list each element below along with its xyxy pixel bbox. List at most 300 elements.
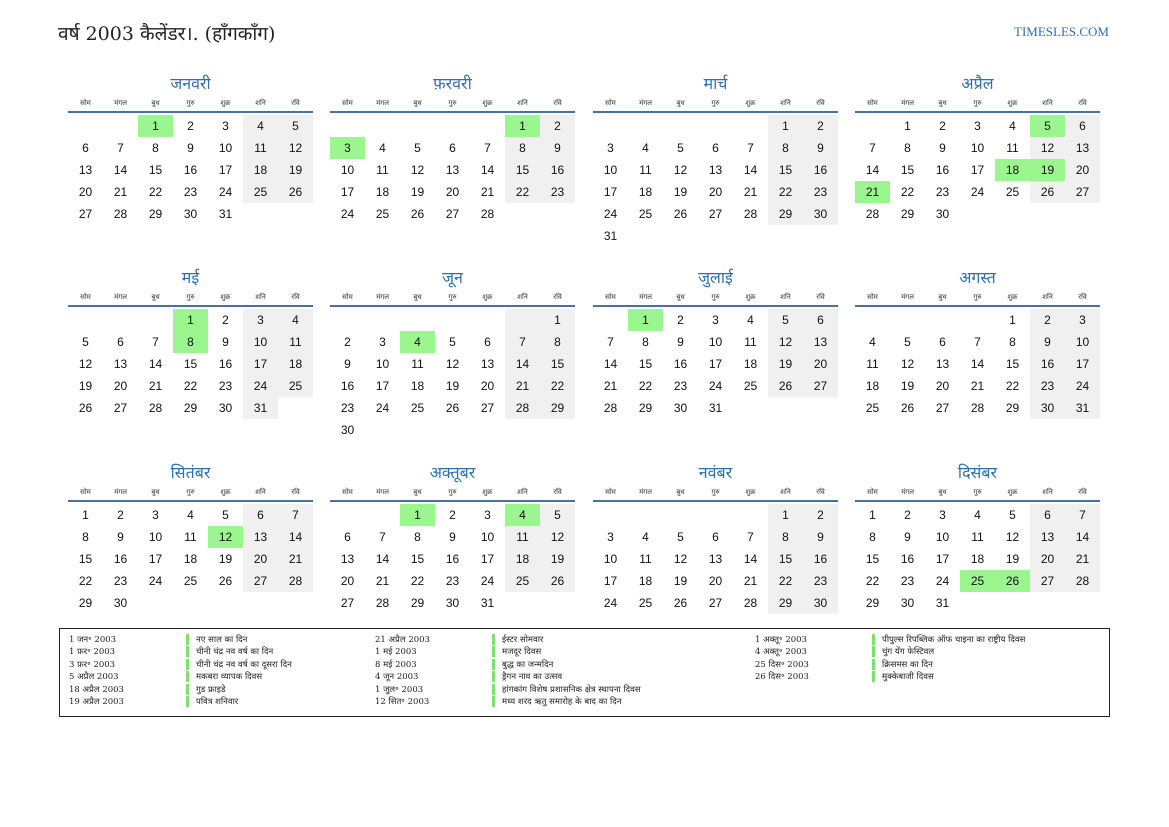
day-cell[interactable]: 27 (935, 401, 950, 415)
day-cell[interactable]: 26 (900, 401, 915, 415)
day-cell[interactable]: 3 (607, 141, 614, 155)
day-cell[interactable]: 18 (638, 185, 653, 199)
day-cell[interactable]: 29 (900, 207, 915, 221)
day-cell[interactable]: 28 (505, 397, 540, 419)
day-cell-holiday[interactable]: 4 (400, 331, 435, 353)
day-cell[interactable]: 15 (768, 548, 803, 570)
day-cell[interactable]: 24 (243, 375, 278, 397)
day-cell[interactable]: 28 (148, 401, 163, 415)
day-cell[interactable]: 10 (243, 331, 278, 353)
day-cell[interactable]: 4 (379, 141, 386, 155)
day-cell[interactable]: 21 (743, 185, 758, 199)
day-cell[interactable]: 11 (744, 335, 757, 349)
day-cell[interactable]: 26 (1030, 181, 1065, 203)
day-cell[interactable]: 7 (278, 504, 313, 526)
day-cell[interactable]: 27 (445, 207, 460, 221)
day-cell[interactable]: 28 (278, 570, 313, 592)
day-cell[interactable]: 24 (218, 185, 233, 199)
day-cell[interactable]: 24 (935, 574, 950, 588)
day-cell[interactable]: 7 (607, 335, 614, 349)
day-cell[interactable]: 4 (747, 313, 754, 327)
day-cell[interactable]: 30 (900, 596, 915, 610)
day-cell[interactable]: 12 (673, 552, 688, 566)
day-cell[interactable]: 21 (743, 574, 758, 588)
day-cell[interactable]: 9 (222, 335, 229, 349)
day-cell[interactable]: 7 (747, 141, 754, 155)
day-cell[interactable]: 14 (603, 357, 618, 371)
day-cell[interactable]: 15 (768, 159, 803, 181)
day-cell[interactable]: 8 (82, 530, 89, 544)
day-cell[interactable]: 14 (480, 163, 495, 177)
day-cell[interactable]: 22 (865, 574, 880, 588)
day-cell[interactable]: 11 (376, 163, 389, 177)
day-cell[interactable]: 13 (708, 552, 723, 566)
day-cell[interactable]: 27 (803, 375, 838, 397)
day-cell[interactable]: 23 (183, 185, 198, 199)
day-cell[interactable]: 31 (480, 596, 495, 610)
day-cell[interactable]: 19 (278, 159, 313, 181)
day-cell[interactable]: 24 (970, 185, 985, 199)
day-cell[interactable]: 27 (340, 596, 355, 610)
day-cell[interactable]: 7 (484, 141, 491, 155)
day-cell[interactable]: 9 (449, 530, 456, 544)
day-cell[interactable]: 20 (708, 185, 723, 199)
day-cell[interactable]: 8 (904, 141, 911, 155)
day-cell[interactable]: 30 (935, 207, 950, 221)
day-cell[interactable]: 5 (414, 141, 421, 155)
day-cell[interactable]: 20 (78, 185, 93, 199)
day-cell[interactable]: 18 (970, 552, 985, 566)
day-cell[interactable]: 20 (445, 185, 460, 199)
day-cell[interactable]: 14 (970, 357, 985, 371)
day-cell[interactable]: 8 (869, 530, 876, 544)
day-cell[interactable]: 24 (603, 596, 618, 610)
day-cell[interactable]: 23 (218, 379, 233, 393)
day-cell[interactable]: 21 (1065, 548, 1100, 570)
day-cell[interactable]: 1 (904, 119, 911, 133)
day-cell[interactable]: 23 (540, 181, 575, 203)
day-cell[interactable]: 16 (935, 163, 950, 177)
day-cell[interactable]: 11 (243, 137, 278, 159)
day-cell[interactable]: 25 (865, 401, 880, 415)
day-cell[interactable]: 2 (803, 115, 838, 137)
day-cell[interactable]: 8 (540, 331, 575, 353)
day-cell[interactable]: 18 (410, 379, 425, 393)
day-cell[interactable]: 13 (78, 163, 93, 177)
day-cell[interactable]: 8 (768, 526, 803, 548)
day-cell-holiday[interactable]: 12 (208, 526, 243, 548)
day-cell[interactable]: 2 (904, 508, 911, 522)
day-cell[interactable]: 18 (865, 379, 880, 393)
day-cell[interactable]: 10 (708, 335, 723, 349)
day-cell[interactable]: 6 (712, 141, 719, 155)
day-cell[interactable]: 30 (673, 401, 688, 415)
day-cell[interactable]: 11 (866, 357, 879, 371)
day-cell[interactable]: 2 (803, 504, 838, 526)
day-cell[interactable]: 9 (344, 357, 351, 371)
day-cell[interactable]: 11 (505, 526, 540, 548)
day-cell-holiday[interactable]: 18 (995, 159, 1030, 181)
day-cell[interactable]: 17 (970, 163, 985, 177)
day-cell[interactable]: 18 (183, 552, 198, 566)
day-cell[interactable]: 8 (505, 137, 540, 159)
day-cell[interactable]: 17 (340, 185, 355, 199)
day-cell[interactable]: 22 (768, 181, 803, 203)
day-cell[interactable]: 24 (148, 574, 163, 588)
day-cell[interactable]: 12 (278, 137, 313, 159)
day-cell[interactable]: 3 (243, 309, 278, 331)
day-cell[interactable]: 31 (1065, 397, 1100, 419)
day-cell[interactable]: 15 (148, 163, 163, 177)
day-cell[interactable]: 20 (1030, 548, 1065, 570)
day-cell[interactable]: 14 (743, 163, 758, 177)
day-cell[interactable]: 8 (1009, 335, 1016, 349)
day-cell[interactable]: 1 (1009, 313, 1016, 327)
day-cell[interactable]: 22 (768, 570, 803, 592)
day-cell[interactable]: 6 (117, 335, 124, 349)
day-cell[interactable]: 8 (414, 530, 421, 544)
day-cell[interactable]: 17 (1065, 353, 1100, 375)
day-cell[interactable]: 20 (1065, 159, 1100, 181)
day-cell[interactable]: 13 (445, 163, 460, 177)
day-cell-holiday[interactable]: 19 (1030, 159, 1065, 181)
day-cell[interactable]: 13 (1065, 137, 1100, 159)
day-cell[interactable]: 10 (375, 357, 390, 371)
day-cell-holiday[interactable]: 25 (960, 570, 995, 592)
day-cell[interactable]: 23 (113, 574, 128, 588)
day-cell[interactable]: 18 (505, 548, 540, 570)
day-cell[interactable]: 3 (607, 530, 614, 544)
day-cell-holiday[interactable]: 1 (628, 309, 663, 331)
day-cell[interactable]: 29 (768, 203, 803, 225)
day-cell[interactable]: 8 (768, 137, 803, 159)
day-cell-holiday[interactable]: 4 (505, 504, 540, 526)
day-cell[interactable]: 20 (935, 379, 950, 393)
day-cell[interactable]: 28 (375, 596, 390, 610)
day-cell[interactable]: 18 (243, 159, 278, 181)
day-cell[interactable]: 2 (1030, 309, 1065, 331)
day-cell[interactable]: 15 (638, 357, 653, 371)
day-cell[interactable]: 2 (677, 313, 684, 327)
day-cell[interactable]: 29 (540, 397, 575, 419)
day-cell[interactable]: 31 (603, 229, 618, 243)
day-cell[interactable]: 5 (222, 508, 229, 522)
day-cell[interactable]: 12 (1030, 137, 1065, 159)
day-cell[interactable]: 30 (445, 596, 460, 610)
day-cell[interactable]: 5 (677, 141, 684, 155)
day-cell[interactable]: 24 (340, 207, 355, 221)
day-cell[interactable]: 3 (379, 335, 386, 349)
day-cell[interactable]: 22 (900, 185, 915, 199)
day-cell[interactable]: 4 (642, 530, 649, 544)
day-cell[interactable]: 13 (935, 357, 950, 371)
day-cell[interactable]: 23 (445, 574, 460, 588)
day-cell[interactable]: 11 (278, 331, 313, 353)
day-cell[interactable]: 12 (673, 163, 688, 177)
day-cell[interactable]: 21 (480, 185, 495, 199)
day-cell[interactable]: 17 (480, 552, 495, 566)
day-cell[interactable]: 8 (152, 141, 159, 155)
day-cell[interactable]: 28 (603, 401, 618, 415)
day-cell[interactable]: 19 (673, 574, 688, 588)
day-cell[interactable]: 2 (939, 119, 946, 133)
day-cell[interactable]: 3 (222, 119, 229, 133)
day-cell[interactable]: 21 (505, 375, 540, 397)
day-cell-holiday[interactable]: 5 (1030, 115, 1065, 137)
day-cell[interactable]: 28 (865, 207, 880, 221)
day-cell[interactable]: 27 (243, 570, 278, 592)
day-cell[interactable]: 23 (803, 570, 838, 592)
day-cell[interactable]: 29 (638, 401, 653, 415)
day-cell[interactable]: 17 (603, 574, 618, 588)
day-cell[interactable]: 27 (708, 207, 723, 221)
day-cell[interactable]: 26 (445, 401, 460, 415)
day-cell[interactable]: 16 (673, 357, 688, 371)
day-cell[interactable]: 12 (900, 357, 915, 371)
day-cell[interactable]: 7 (505, 331, 540, 353)
day-cell[interactable]: 12 (410, 163, 425, 177)
day-cell[interactable]: 16 (900, 552, 915, 566)
day-cell[interactable]: 5 (278, 115, 313, 137)
day-cell[interactable]: 19 (768, 353, 803, 375)
day-cell[interactable]: 19 (410, 185, 425, 199)
day-cell[interactable]: 29 (865, 596, 880, 610)
day-cell[interactable]: 9 (803, 526, 838, 548)
day-cell[interactable]: 17 (218, 163, 233, 177)
day-cell[interactable]: 30 (113, 596, 128, 610)
day-cell[interactable]: 5 (768, 309, 803, 331)
day-cell[interactable]: 13 (1030, 526, 1065, 548)
day-cell[interactable]: 15 (865, 552, 880, 566)
day-cell[interactable]: 12 (78, 357, 93, 371)
day-cell[interactable]: 16 (218, 357, 233, 371)
day-cell[interactable]: 6 (1065, 115, 1100, 137)
day-cell[interactable]: 3 (484, 508, 491, 522)
day-cell[interactable]: 4 (1009, 119, 1016, 133)
day-cell[interactable]: 2 (222, 313, 229, 327)
day-cell[interactable]: 4 (278, 309, 313, 331)
day-cell[interactable]: 28 (1065, 570, 1100, 592)
day-cell[interactable]: 17 (375, 379, 390, 393)
day-cell[interactable]: 5 (677, 530, 684, 544)
day-cell[interactable]: 11 (971, 530, 984, 544)
day-cell[interactable]: 30 (1030, 397, 1065, 419)
day-cell[interactable]: 17 (708, 357, 723, 371)
day-cell[interactable]: 31 (708, 401, 723, 415)
day-cell[interactable]: 5 (540, 504, 575, 526)
day-cell[interactable]: 25 (1005, 185, 1020, 199)
day-cell[interactable]: 29 (78, 596, 93, 610)
day-cell[interactable]: 11 (1006, 141, 1019, 155)
day-cell[interactable]: 14 (148, 357, 163, 371)
day-cell[interactable]: 9 (540, 137, 575, 159)
day-cell[interactable]: 6 (449, 141, 456, 155)
day-cell[interactable]: 20 (340, 574, 355, 588)
day-cell[interactable]: 1 (540, 309, 575, 331)
day-cell[interactable]: 7 (379, 530, 386, 544)
day-cell[interactable]: 4 (974, 508, 981, 522)
day-cell[interactable]: 20 (113, 379, 128, 393)
day-cell[interactable]: 26 (673, 207, 688, 221)
day-cell[interactable]: 2 (187, 119, 194, 133)
day-cell[interactable]: 6 (1030, 504, 1065, 526)
day-cell[interactable]: 12 (1005, 530, 1020, 544)
day-cell-holiday[interactable]: 8 (173, 331, 208, 353)
day-cell[interactable]: 21 (278, 548, 313, 570)
day-cell[interactable]: 12 (445, 357, 460, 371)
day-cell[interactable]: 8 (642, 335, 649, 349)
day-cell[interactable]: 26 (540, 570, 575, 592)
day-cell[interactable]: 25 (375, 207, 390, 221)
day-cell[interactable]: 16 (340, 379, 355, 393)
day-cell[interactable]: 14 (1065, 526, 1100, 548)
day-cell[interactable]: 7 (747, 530, 754, 544)
day-cell[interactable]: 4 (642, 141, 649, 155)
day-cell[interactable]: 22 (183, 379, 198, 393)
day-cell[interactable]: 27 (708, 596, 723, 610)
day-cell[interactable]: 20 (480, 379, 495, 393)
day-cell[interactable]: 3 (939, 508, 946, 522)
day-cell[interactable]: 21 (603, 379, 618, 393)
day-cell-holiday[interactable]: 1 (400, 504, 435, 526)
day-cell[interactable]: 17 (148, 552, 163, 566)
day-cell[interactable]: 23 (1030, 375, 1065, 397)
day-cell[interactable]: 27 (78, 207, 93, 221)
day-cell[interactable]: 4 (869, 335, 876, 349)
day-cell[interactable]: 5 (1009, 508, 1016, 522)
day-cell[interactable]: 9 (904, 530, 911, 544)
day-cell[interactable]: 11 (184, 530, 197, 544)
day-cell[interactable]: 27 (480, 401, 495, 415)
day-cell[interactable]: 10 (603, 163, 618, 177)
day-cell[interactable]: 14 (278, 526, 313, 548)
day-cell[interactable]: 13 (113, 357, 128, 371)
day-cell[interactable]: 15 (1005, 357, 1020, 371)
day-cell[interactable]: 28 (480, 207, 495, 221)
day-cell[interactable]: 15 (540, 353, 575, 375)
day-cell[interactable]: 18 (743, 357, 758, 371)
day-cell[interactable]: 15 (183, 357, 198, 371)
day-cell[interactable]: 22 (505, 181, 540, 203)
day-cell[interactable]: 16 (540, 159, 575, 181)
day-cell-holiday[interactable]: 1 (173, 309, 208, 331)
day-cell[interactable]: 7 (117, 141, 124, 155)
day-cell[interactable]: 28 (743, 596, 758, 610)
day-cell[interactable]: 13 (708, 163, 723, 177)
day-cell[interactable]: 10 (935, 530, 950, 544)
day-cell[interactable]: 18 (638, 574, 653, 588)
day-cell[interactable]: 29 (1005, 401, 1020, 415)
day-cell[interactable]: 15 (900, 163, 915, 177)
day-cell[interactable]: 28 (113, 207, 128, 221)
day-cell[interactable]: 20 (243, 548, 278, 570)
day-cell[interactable]: 10 (218, 141, 233, 155)
day-cell[interactable]: 20 (708, 574, 723, 588)
day-cell[interactable]: 12 (768, 331, 803, 353)
day-cell[interactable]: 3 (1065, 309, 1100, 331)
day-cell[interactable]: 19 (540, 548, 575, 570)
day-cell[interactable]: 3 (152, 508, 159, 522)
day-cell[interactable]: 2 (344, 335, 351, 349)
day-cell[interactable]: 2 (449, 508, 456, 522)
day-cell[interactable]: 7 (1065, 504, 1100, 526)
day-cell[interactable]: 26 (278, 181, 313, 203)
day-cell[interactable]: 16 (803, 548, 838, 570)
day-cell[interactable]: 29 (148, 207, 163, 221)
day-cell[interactable]: 11 (639, 163, 652, 177)
day-cell[interactable]: 14 (743, 552, 758, 566)
day-cell[interactable]: 19 (218, 552, 233, 566)
day-cell[interactable]: 30 (218, 401, 233, 415)
day-cell[interactable]: 21 (113, 185, 128, 199)
day-cell[interactable]: 24 (480, 574, 495, 588)
day-cell[interactable]: 2 (540, 115, 575, 137)
day-cell-holiday[interactable]: 21 (855, 181, 890, 203)
day-cell[interactable]: 14 (113, 163, 128, 177)
day-cell[interactable]: 3 (974, 119, 981, 133)
day-cell[interactable]: 9 (677, 335, 684, 349)
day-cell[interactable]: 17 (935, 552, 950, 566)
day-cell[interactable]: 15 (505, 159, 540, 181)
day-cell-holiday[interactable]: 1 (505, 115, 540, 137)
day-cell[interactable]: 23 (803, 181, 838, 203)
day-cell[interactable]: 5 (82, 335, 89, 349)
day-cell[interactable]: 31 (218, 207, 233, 221)
day-cell[interactable]: 6 (803, 309, 838, 331)
day-cell[interactable]: 27 (1065, 181, 1100, 203)
day-cell[interactable]: 10 (603, 552, 618, 566)
day-cell[interactable]: 18 (375, 185, 390, 199)
day-cell[interactable]: 25 (743, 379, 758, 393)
day-cell[interactable]: 22 (540, 375, 575, 397)
day-cell[interactable]: 11 (639, 552, 652, 566)
day-cell[interactable]: 21 (375, 574, 390, 588)
day-cell-holiday[interactable]: 26 (995, 570, 1030, 592)
day-cell[interactable]: 16 (803, 159, 838, 181)
day-cell[interactable]: 13 (480, 357, 495, 371)
day-cell[interactable]: 9 (1030, 331, 1065, 353)
day-cell[interactable]: 2 (117, 508, 124, 522)
day-cell[interactable]: 25 (243, 181, 278, 203)
day-cell[interactable]: 7 (152, 335, 159, 349)
day-cell[interactable]: 6 (344, 530, 351, 544)
day-cell[interactable]: 9 (117, 530, 124, 544)
day-cell[interactable]: 13 (340, 552, 355, 566)
day-cell[interactable]: 10 (970, 141, 985, 155)
day-cell[interactable]: 25 (183, 574, 198, 588)
day-cell[interactable]: 23 (900, 574, 915, 588)
day-cell[interactable]: 1 (82, 508, 89, 522)
day-cell[interactable]: 19 (673, 185, 688, 199)
day-cell[interactable]: 28 (970, 401, 985, 415)
day-cell[interactable]: 25 (638, 596, 653, 610)
day-cell[interactable]: 25 (278, 375, 313, 397)
day-cell[interactable]: 7 (974, 335, 981, 349)
day-cell[interactable]: 11 (411, 357, 424, 371)
day-cell[interactable]: 7 (869, 141, 876, 155)
day-cell[interactable]: 30 (803, 203, 838, 225)
day-cell-holiday[interactable]: 3 (330, 137, 365, 159)
day-cell[interactable]: 23 (673, 379, 688, 393)
day-cell[interactable]: 23 (935, 185, 950, 199)
day-cell[interactable]: 6 (484, 335, 491, 349)
site-link[interactable]: TIMESLES.COM (1014, 24, 1109, 39)
day-cell[interactable]: 16 (445, 552, 460, 566)
day-cell[interactable]: 22 (638, 379, 653, 393)
day-cell[interactable]: 10 (148, 530, 163, 544)
day-cell[interactable]: 6 (82, 141, 89, 155)
day-cell[interactable]: 1 (869, 508, 876, 522)
